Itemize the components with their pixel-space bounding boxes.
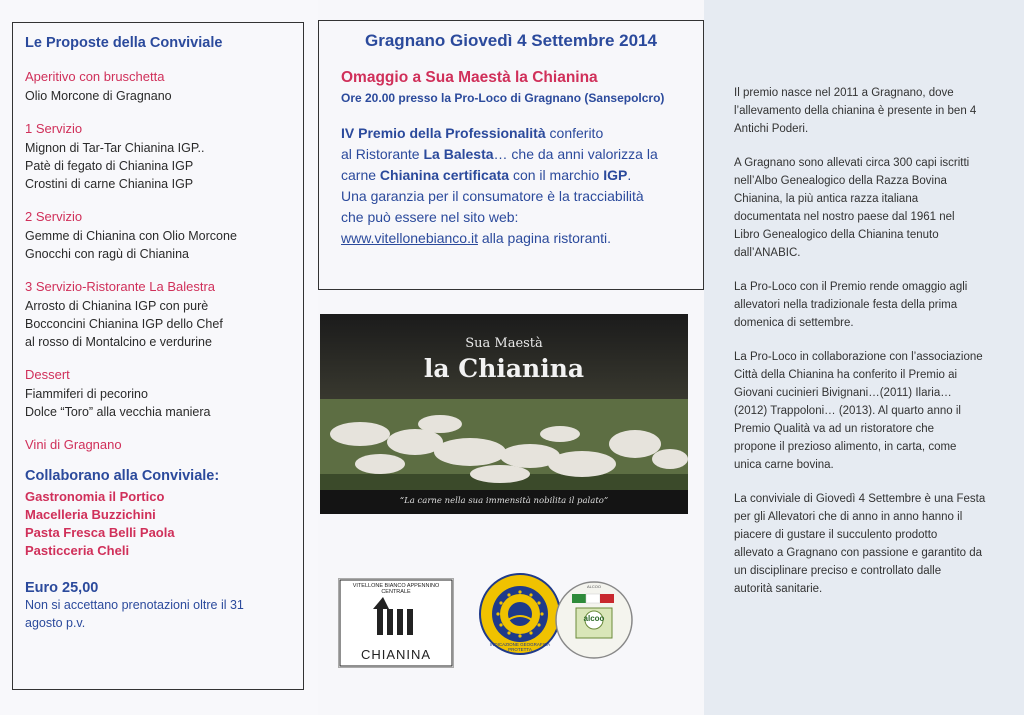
left-panel — [0, 0, 318, 715]
right-text — [734, 84, 1020, 614]
dish: Arrosto di Chianina IGP con purè — [25, 299, 209, 313]
dish: Gemme di Chianina con Olio Morcone — [25, 229, 237, 243]
photo-caption-big: la Chianina — [423, 354, 585, 383]
middle-panel — [318, 0, 704, 715]
course-title: 1 Servizio — [25, 121, 83, 136]
text-line: per gli Allevatori che di anno in anno hanno il — [734, 511, 963, 523]
award-text-part: che può essere nel sito web: — [341, 209, 519, 225]
partner-item: Pasta Fresca Belli Paola — [25, 525, 175, 540]
event-time: Ore 20.00 presso la Pro-Loco di Gragnano (Sansepolcro) — [341, 91, 665, 105]
text-line: Città della Chianina ha conferito il Premio ai — [734, 369, 958, 381]
text-line: La Pro-Loco in collaborazione con l’associazione — [734, 351, 983, 363]
dish: Crostini di carne Chianina IGP — [25, 177, 194, 191]
paragraph-herd — [734, 154, 1020, 262]
dish: Mignon di Tar-Tar Chianina IGP.. — [25, 141, 205, 155]
igp-mark: IGP — [603, 167, 628, 183]
award-text — [341, 123, 691, 249]
paragraph-conviviale — [734, 490, 1020, 598]
course-dessert — [25, 367, 291, 421]
photo-quote: “La carne nella sua immensità nobilita il palato” — [399, 496, 609, 506]
text-line: dall’ANABIC. — [734, 247, 801, 259]
alcoo-name: alcoo — [583, 614, 605, 623]
event-box — [318, 20, 704, 290]
collab-title: Collaborano alla Conviviale: — [25, 468, 220, 484]
text-line: allevatori nella tradizionale festa della prima — [734, 299, 958, 311]
igp-ring-text: INDICAZIONE GEOGRAFICA PROTETTA — [489, 642, 551, 652]
reservation-note-line1: Non si accettano prenotazioni oltre il 31 — [25, 598, 244, 612]
text-line: nell’Albo Genealogico della Razza Bovina — [734, 175, 947, 187]
igp-logo — [478, 572, 562, 656]
course-title: Dessert — [25, 367, 70, 382]
photo-caption-small: Sua Maestà — [465, 336, 543, 351]
price: Euro 25,00 — [25, 580, 99, 596]
award-name: IV Premio della Professionalità — [341, 125, 546, 141]
text-line: A Gragnano sono allevati circa 300 capi iscritti — [734, 157, 970, 169]
menu-box — [12, 22, 304, 690]
text-line: Chianina, la più antica razza italiana — [734, 193, 919, 205]
text-line: autorità sanitarie. — [734, 583, 823, 595]
dish: Olio Morcone di Gragnano — [25, 89, 172, 103]
partner-item: Pasticceria Cheli — [25, 543, 130, 558]
partner-item: Macelleria Buzzichini — [25, 507, 156, 522]
text-line: domenica di settembre. — [734, 317, 854, 329]
award-text-part: alla pagina ristoranti. — [477, 230, 612, 246]
partner-item: Gastronomia il Portico — [25, 489, 165, 504]
course-3 — [25, 279, 291, 351]
course-1 — [25, 121, 291, 193]
chianina-ring-text: VITELLONE BIANCO APPENNINO CENTRALE — [352, 583, 440, 595]
award-text-part: Una garanzia per il consumatore è la tracciabilità — [341, 188, 644, 204]
dish: Dolce “Toro” alla vecchia maniera — [25, 405, 211, 419]
alcoo-top-text: ALCOO — [586, 584, 601, 589]
chianina-logo — [338, 578, 454, 668]
text-line: Giovani cucinieri Bivignani…(2011) Ilaria… — [734, 387, 952, 399]
text-line: Antichi Poderi. — [734, 123, 809, 135]
text-line: Il premio nasce nel 2011 a Gragnano, dove — [734, 87, 954, 99]
text-line: allevato a Gragnano con passione e garantito da — [734, 547, 983, 559]
menu-title: Le Proposte della Conviviale — [25, 35, 223, 51]
event-title: Gragnano Giovedì 4 Settembre 2014 — [365, 31, 657, 50]
text-line: Premio Qualità va ad un ristoratore che — [734, 423, 935, 435]
text-line: un disciplinare preciso e controllato dalle — [734, 565, 942, 577]
text-line: piacere di gustare il succulento prodotto — [734, 529, 938, 541]
text-line: unica carne bovina. — [734, 459, 834, 471]
course-title: 2 Servizio — [25, 209, 83, 224]
dish: Patè di fegato di Chianina IGP — [25, 159, 194, 173]
text-line: (2012) Trappoloni… (2013). Al quarto anno il — [734, 405, 961, 417]
paragraph-history — [734, 348, 1020, 474]
paragraph-proloco — [734, 278, 1020, 332]
right-panel — [704, 0, 1024, 715]
event-subtitle: Omaggio a Sua Maestà la Chianina — [341, 69, 598, 86]
text-line: documentata nel nostro paese dal 1961 nel — [734, 211, 955, 223]
dish: Bocconcini Chianina IGP dello Chef — [25, 317, 223, 331]
chianina-logo-name: CHIANINA — [360, 647, 432, 662]
award-text-part: conferito — [545, 125, 604, 141]
award-text-part: con il marchio — [509, 167, 604, 183]
text-line: La conviviale di Giovedì 4 Settembre è una Festa — [734, 493, 986, 505]
award-text-part: . — [627, 167, 632, 183]
chianina-photo — [320, 314, 688, 514]
dish: Gnocchi con ragù di Chianina — [25, 247, 189, 261]
text-line: propone il prezioso alimento, in carta, come — [734, 441, 957, 453]
restaurant-name: La Balesta — [423, 146, 494, 162]
course-vini — [25, 437, 291, 452]
award-text-part: … che da anni valorizza la — [493, 146, 658, 162]
website-link[interactable]: www.vitellonebianco.it — [341, 230, 478, 246]
certified-meat: Chianina certificata — [379, 167, 510, 183]
text-line: l’allevamento della chianina è presente in ben 4 — [734, 105, 977, 117]
paragraph-origin — [734, 84, 1020, 138]
text-line: La Pro-Loco con il Premio rende omaggio agli — [734, 281, 968, 293]
course-title: Vini di Gragnano — [25, 437, 122, 452]
course-aperitivo — [25, 69, 291, 105]
course-title: 3 Servizio-Ristorante La Balestra — [25, 279, 216, 294]
alcoo-logo — [554, 580, 634, 660]
course-title: Aperitivo con bruschetta — [25, 69, 165, 84]
reservation-note-line2: agosto p.v. — [25, 616, 86, 630]
text-line: Libro Genealogico della Chianina tenuto — [734, 229, 939, 241]
dish: al rosso di Montalcino e verdurine — [25, 335, 212, 349]
dish: Fiammiferi di pecorino — [25, 387, 148, 401]
course-2 — [25, 209, 291, 263]
award-text-part: carne — [341, 167, 380, 183]
award-text-part: al Ristorante — [341, 146, 424, 162]
